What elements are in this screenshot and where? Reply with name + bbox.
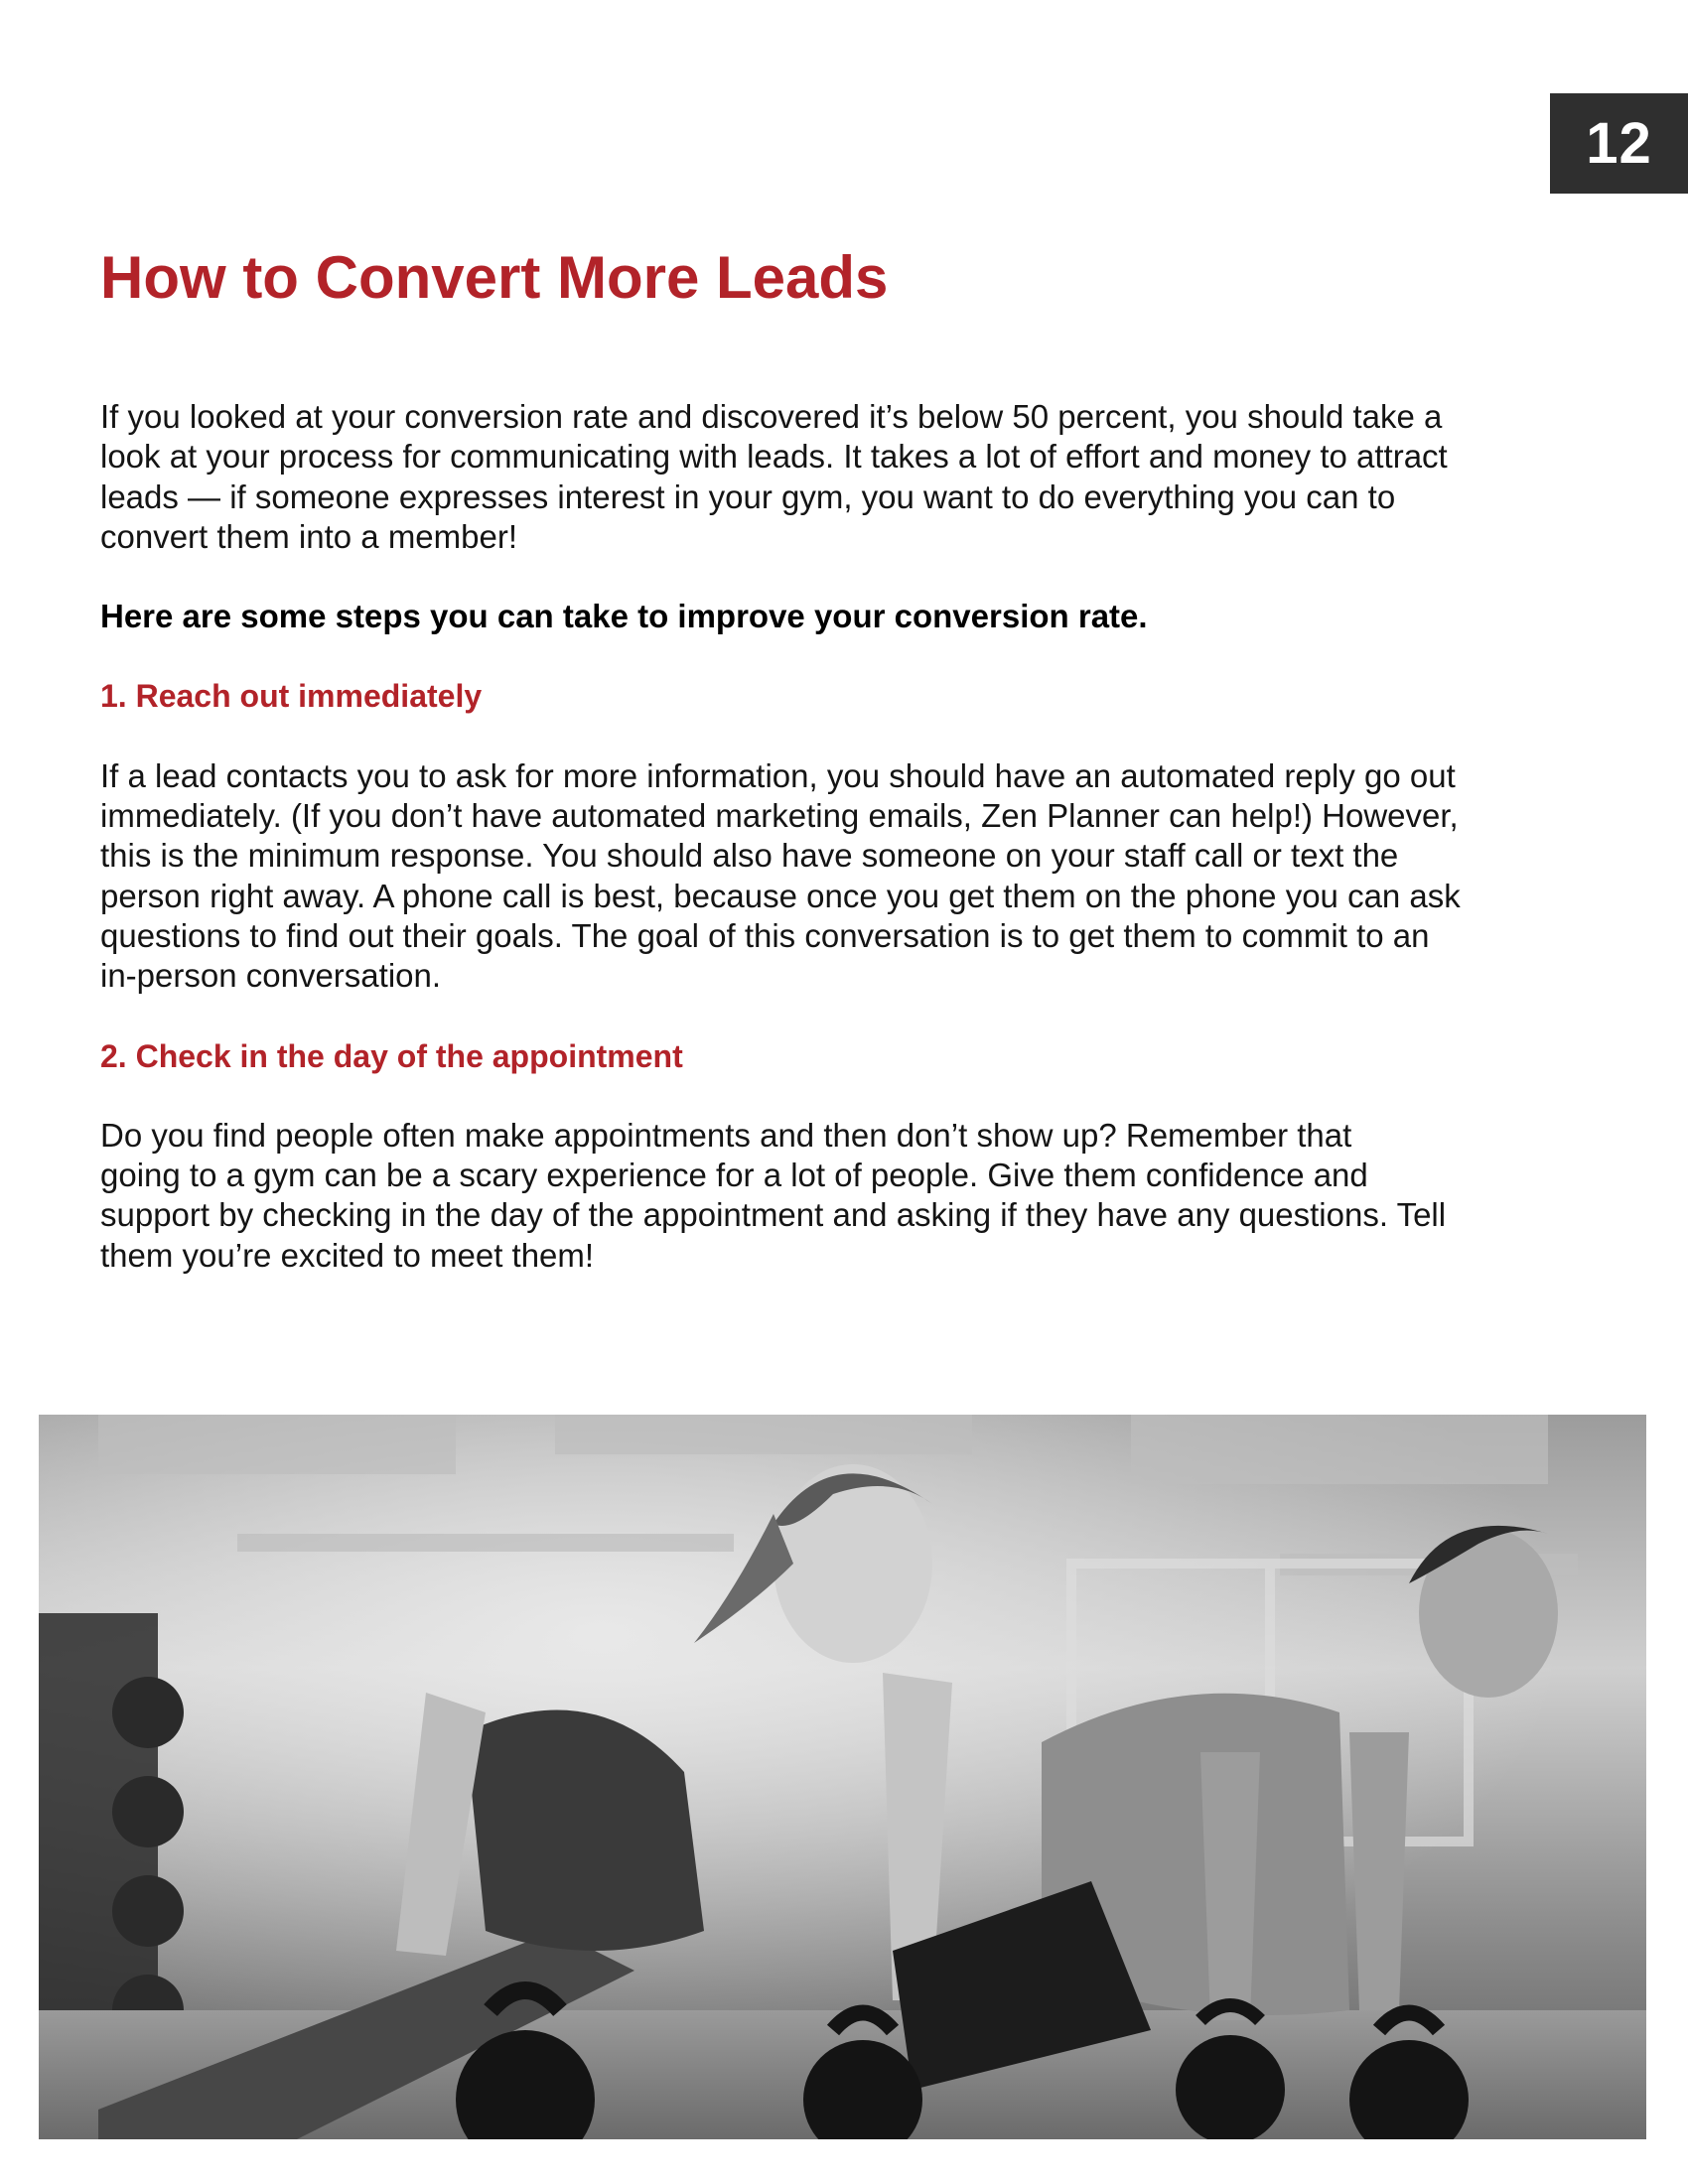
steps-intro: Here are some steps you can take to improve your conversion rate. — [100, 598, 1148, 635]
step-2-paragraph — [100, 1116, 1590, 1276]
step-2-line: going to a gym can be a scary experience for a lot of people. Give them confidence and — [100, 1157, 1368, 1194]
intro-paragraph — [100, 397, 1590, 557]
page-number-badge: 12 — [1550, 93, 1688, 194]
gym-pushup-photo — [39, 1415, 1646, 2139]
step-2-line: Do you find people often make appointments and then don’t show up? Remember that — [100, 1116, 1352, 1154]
step-1-line: this is the minimum response. You should also have someone on your staff call or text the — [100, 837, 1399, 875]
page-title: How to Convert More Leads — [100, 244, 889, 311]
step-2-heading: 2. Check in the day of the appointment — [100, 1037, 683, 1074]
intro-line: leads — if someone expresses interest in your gym, you want to do everything you can to — [100, 478, 1396, 515]
step-1-line: in-person conversation. — [100, 957, 442, 995]
weight-rack — [39, 1613, 184, 2070]
step-1-line: questions to find out their goals. The goal of this conversation is to get them to commit to an — [100, 916, 1430, 954]
intro-line: convert them into a member! — [100, 517, 518, 555]
article-body — [100, 397, 1590, 1315]
intro-line: look at your process for communicating with leads. It takes a lot of effort and money to attract — [100, 438, 1448, 476]
step-1-paragraph — [100, 756, 1590, 997]
step-1-line: immediately. (If you don’t have automated marketing emails, Zen Planner can help!) However, — [100, 797, 1459, 835]
intro-line: If you looked at your conversion rate and discovered it’s below 50 percent, you should take a — [100, 398, 1443, 435]
step-1-line: If a lead contacts you to ask for more information, you should have an automated reply go out — [100, 756, 1456, 794]
step-2-line: them you’re excited to meet them! — [100, 1236, 595, 1274]
step-2-line: support by checking in the day of the appointment and asking if they have any questions. Tell — [100, 1196, 1447, 1234]
step-1-line: person right away. A phone call is best, because once you get them on the phone you can ask — [100, 877, 1461, 914]
step-1-heading: 1. Reach out immediately — [100, 678, 483, 715]
